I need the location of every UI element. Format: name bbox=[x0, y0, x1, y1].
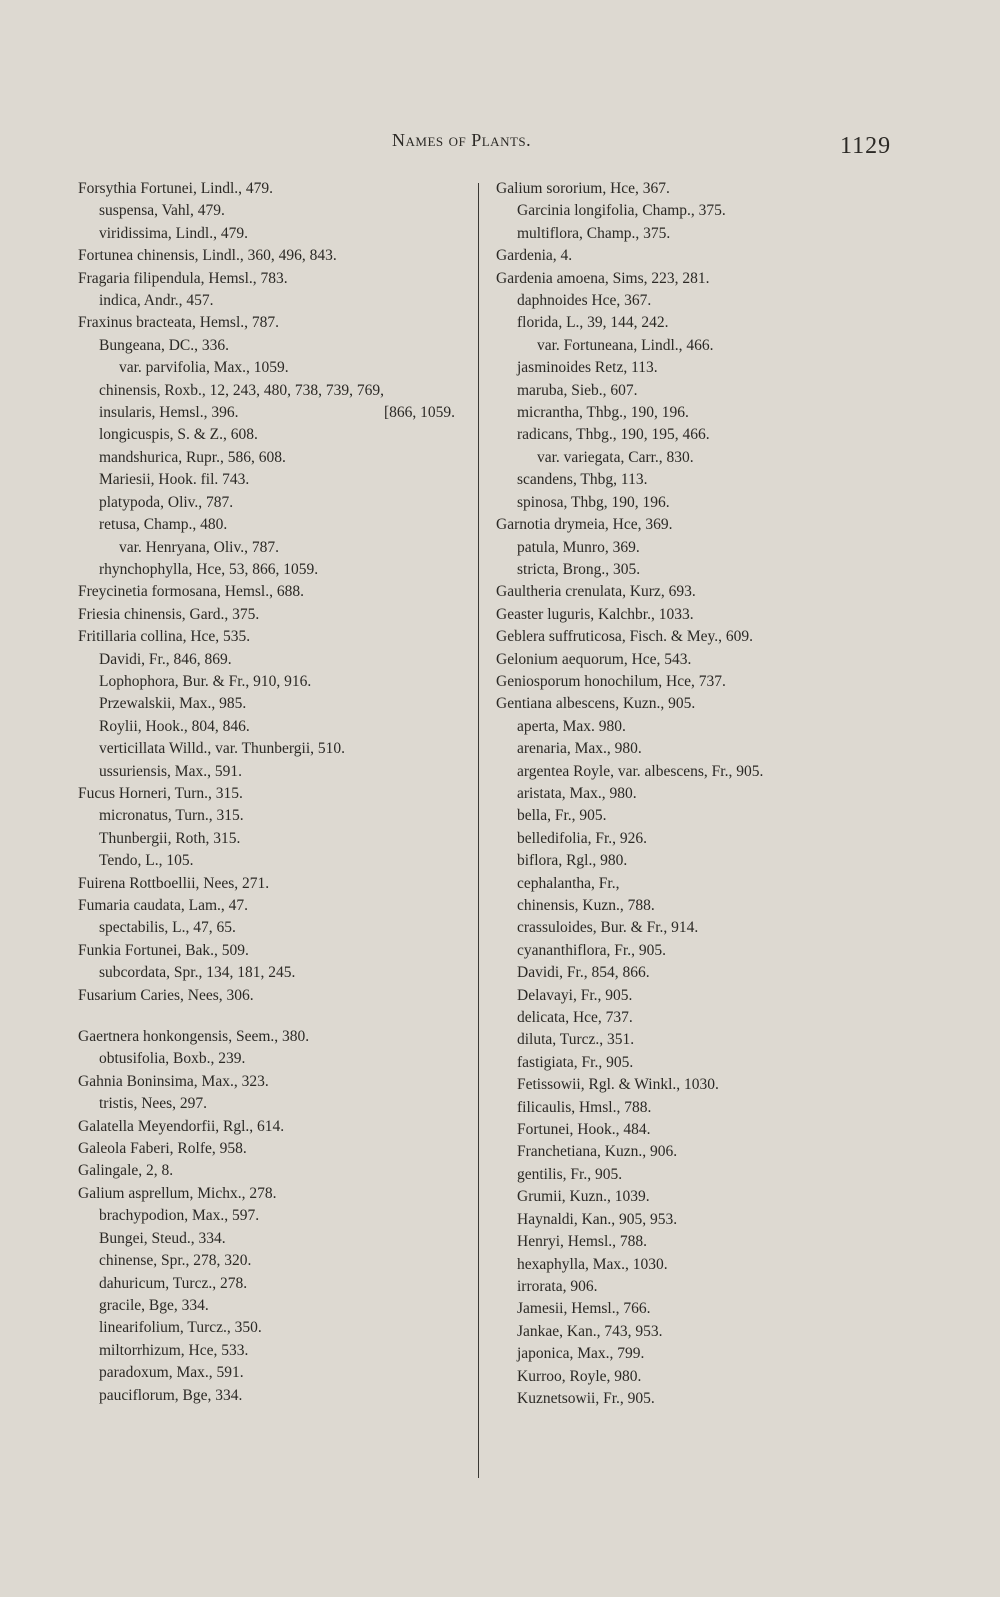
index-entry: Gardenia, 4. bbox=[496, 247, 573, 265]
index-entry: Fortunea chinensis, Lindl., 360, 496, 843. bbox=[78, 247, 337, 265]
index-entry: Gaultheria crenulata, Kurz, 693. bbox=[496, 583, 696, 601]
index-entry: Fucus Horneri, Turn., 315. bbox=[78, 784, 243, 802]
index-entry: florida, L., 39, 144, 242. bbox=[517, 314, 669, 332]
index-entry: Davidi, Fr., 846, 869. bbox=[99, 650, 232, 668]
page-number: 1129 bbox=[840, 133, 892, 159]
index-entry: pauciflorum, Bge, 334. bbox=[99, 1386, 243, 1404]
index-entry: dahuricum, Turcz., 278. bbox=[99, 1274, 248, 1292]
index-entry: rhynchophylla, Hce, 53, 866, 1059. bbox=[99, 560, 319, 578]
index-entry: stricta, Brong., 305. bbox=[517, 560, 641, 578]
index-entry: Gentiana albescens, Kuzn., 905. bbox=[496, 695, 696, 713]
index-entry: Geblera suffruticosa, Fisch. & Mey., 609. bbox=[496, 628, 753, 646]
index-entry: fastigiata, Fr., 905. bbox=[517, 1053, 634, 1071]
index-entry: crassuloides, Bur. & Fr., 914. bbox=[517, 919, 699, 937]
column-divider bbox=[478, 183, 479, 1478]
index-entry: var. Fortuneana, Lindl., 466. bbox=[537, 336, 714, 354]
index-entry: Funkia Fortunei, Bak., 509. bbox=[78, 941, 249, 959]
index-entry: argentea Royle, var. albescens, Fr., 905. bbox=[517, 762, 764, 780]
index-entry: platypoda, Oliv., 787. bbox=[99, 493, 234, 511]
index-entry: maruba, Sieb., 607. bbox=[517, 381, 638, 399]
index-entry: chinense, Spr., 278, 320. bbox=[99, 1252, 252, 1270]
index-entry: chinensis, Roxb., 12, 243, 480, 738, 739, 769, bbox=[99, 381, 385, 399]
index-entry: verticillata Willd., var. Thunbergii, 510. bbox=[99, 740, 346, 758]
index-entry: Gahnia Boninsima, Max., 323. bbox=[78, 1072, 269, 1090]
index-entry: diluta, Turcz., 351. bbox=[517, 1031, 635, 1049]
index-entry: Forsythia Fortunei, Lindl., 479. bbox=[78, 180, 274, 197]
index-entry: Mariesii, Hook. fil. 743. bbox=[99, 471, 250, 489]
index-entry: mandshurica, Rupr., 586, 608. bbox=[99, 448, 286, 466]
index-entry: Tendo, L., 105. bbox=[99, 852, 194, 870]
index-entry: Geniosporum honochilum, Hce, 737. bbox=[496, 672, 726, 690]
index-entry: Galeola Faberi, Rolfe, 958. bbox=[78, 1140, 247, 1158]
index-entry: patula, Munro, 369. bbox=[517, 538, 640, 556]
index-entry: Roylii, Hook., 804, 846. bbox=[99, 717, 250, 735]
index-entry: micrantha, Thbg., 190, 196. bbox=[517, 404, 689, 422]
index-entry: Franchetiana, Kuzn., 906. bbox=[517, 1143, 678, 1161]
index-entry: cyananthiflora, Fr., 905. bbox=[517, 941, 666, 959]
index-entry: chinensis, Kuzn., 788. bbox=[517, 897, 655, 914]
index-entry: viridissima, Lindl., 479. bbox=[99, 224, 248, 242]
index-entry: subcordata, Spr., 134, 181, 245. bbox=[99, 964, 296, 982]
index-entry: brachypodion, Max., 597. bbox=[99, 1207, 260, 1225]
index-entry: Freycinetia formosana, Hemsl., 688. bbox=[78, 583, 304, 601]
index-entry: Fumaria caudata, Lam., 47. bbox=[78, 897, 249, 914]
index-entry: Bungeana, DC., 336. bbox=[99, 336, 230, 354]
index-entry: arenaria, Max., 980. bbox=[517, 740, 642, 758]
index-entry: radicans, Thbg., 190, 195, 466. bbox=[517, 426, 710, 444]
index-entry: daphnoides Hce, 367. bbox=[517, 292, 652, 310]
index-entry: tristis, Nees, 297. bbox=[99, 1095, 208, 1113]
index-entry: miltorrhizum, Hce, 533. bbox=[99, 1341, 249, 1359]
index-entry: Gaertnera honkongensis, Seem., 380. bbox=[78, 1028, 310, 1046]
index-entry: Fortunei, Hook., 484. bbox=[517, 1121, 651, 1139]
index-entry: aperta, Max. 980. bbox=[517, 717, 626, 735]
index-entry: delicata, Hce, 737. bbox=[517, 1009, 633, 1027]
index-entry: var. parvifolia, Max., 1059. bbox=[119, 359, 289, 377]
index-column-left bbox=[78, 178, 473, 1407]
index-entry: var. variegata, Carr., 830. bbox=[537, 448, 694, 466]
index-entry: Davidi, Fr., 854, 866. bbox=[517, 964, 650, 982]
index-entry: filicaulis, Hmsl., 788. bbox=[517, 1098, 652, 1116]
index-entry: Fuirena Rottboellii, Nees, 271. bbox=[78, 874, 270, 892]
index-entry: Fusarium Caries, Nees, 306. bbox=[78, 986, 254, 1004]
index-entry: Garcinia longifolia, Champ., 375. bbox=[517, 202, 726, 220]
index-entry: Jankae, Kan., 743, 953. bbox=[517, 1322, 663, 1340]
index-entry: irrorata, 906. bbox=[517, 1277, 598, 1295]
index-entry: scandens, Thbg, 113. bbox=[517, 471, 648, 489]
index-entry: belledifolia, Fr., 926. bbox=[517, 829, 648, 847]
index-entry: aristata, Max., 980. bbox=[517, 784, 637, 802]
index-entry-continuation: [866, 1059. bbox=[383, 404, 455, 422]
index-entry: Geaster luguris, Kalchbr., 1033. bbox=[496, 605, 694, 623]
running-title: Names of Plants. bbox=[392, 130, 532, 150]
index-entry: Friesia chinensis, Gard., 375. bbox=[78, 605, 260, 623]
index-entry: Galatella Meyendorfii, Rgl., 614. bbox=[78, 1117, 285, 1135]
index-entry: Kurroo, Royle, 980. bbox=[517, 1367, 642, 1385]
index-entry: Kuznetsowii, Fr., 905. bbox=[517, 1389, 655, 1407]
index-entry: bella, Fr., 905. bbox=[517, 807, 607, 825]
index-entry: spinosa, Thbg, 190, 196. bbox=[517, 493, 670, 511]
index-entry: hexaphylla, Max., 1030. bbox=[517, 1255, 668, 1273]
index-entry: Jamesii, Hemsl., 766. bbox=[517, 1300, 651, 1318]
index-entry: longicuspis, S. & Z., 608. bbox=[99, 426, 258, 444]
index-entry: suspensa, Vahl, 479. bbox=[99, 202, 225, 220]
index-entry: indica, Andr., 457. bbox=[99, 292, 214, 310]
index-entry: insularis, Hemsl., 396. [866, 1059. bbox=[78, 402, 473, 424]
index-entry: Galingale, 2, 8. bbox=[78, 1162, 174, 1180]
index-entry: gracile, Bge, 334. bbox=[99, 1296, 209, 1314]
index-entry: Thunbergii, Roth, 315. bbox=[99, 829, 241, 847]
index-entry: Fragaria filipendula, Hemsl., 783. bbox=[78, 269, 288, 287]
index-entry: var. Henryana, Oliv., 787. bbox=[119, 538, 279, 556]
index-column-right bbox=[496, 178, 916, 1410]
index-entry: ussuriensis, Max., 591. bbox=[99, 762, 242, 780]
index-entry: Haynaldi, Kan., 905, 953. bbox=[517, 1210, 678, 1228]
index-entry: gentilis, Fr., 905. bbox=[517, 1165, 623, 1183]
index-entry: cephalantha, Fr., bbox=[517, 874, 620, 892]
index-entry: Fetissowii, Rgl. & Winkl., 1030. bbox=[517, 1076, 719, 1094]
index-entry: Galium asprellum, Michx., 278. bbox=[78, 1184, 277, 1202]
index-entry: Grumii, Kuzn., 1039. bbox=[517, 1188, 650, 1206]
index-entry: Lophophora, Bur. & Fr., 910, 916. bbox=[99, 672, 312, 690]
index-entry: Gardenia amoena, Sims, 223, 281. bbox=[496, 269, 710, 287]
index-entry: paradoxum, Max., 591. bbox=[99, 1364, 244, 1382]
index-entry: Fritillaria collina, Hce, 535. bbox=[78, 628, 251, 646]
index-entry: Delavayi, Fr., 905. bbox=[517, 986, 633, 1004]
index-entry: spectabilis, L., 47, 65. bbox=[99, 919, 236, 937]
index-entry: obtusifolia, Boxb., 239. bbox=[99, 1050, 246, 1068]
index-entry: Gelonium aequorum, Hce, 543. bbox=[496, 650, 692, 668]
index-entry: micronatus, Turn., 315. bbox=[99, 807, 244, 825]
index-entry: Henryi, Hemsl., 788. bbox=[517, 1233, 648, 1251]
index-entry: Fraxinus bracteata, Hemsl., 787. bbox=[78, 314, 280, 332]
index-entry: japonica, Max., 799. bbox=[517, 1345, 645, 1363]
index-entry: Bungei, Steud., 334. bbox=[99, 1229, 226, 1247]
index-entry: multiflora, Champ., 375. bbox=[517, 224, 671, 242]
section-gap bbox=[78, 1007, 473, 1026]
index-entry: jasminoides Retz, 113. bbox=[517, 359, 658, 377]
index-entry: linearifolium, Turcz., 350. bbox=[99, 1319, 262, 1337]
index-entry: retusa, Champ., 480. bbox=[99, 516, 228, 534]
index-entry: Garnotia drymeia, Hce, 369. bbox=[496, 516, 673, 534]
index-entry: Przewalskii, Max., 985. bbox=[99, 695, 247, 713]
index-entry: Galium sororium, Hce, 367. bbox=[496, 180, 670, 197]
index-entry: biflora, Rgl., 980. bbox=[517, 852, 628, 870]
